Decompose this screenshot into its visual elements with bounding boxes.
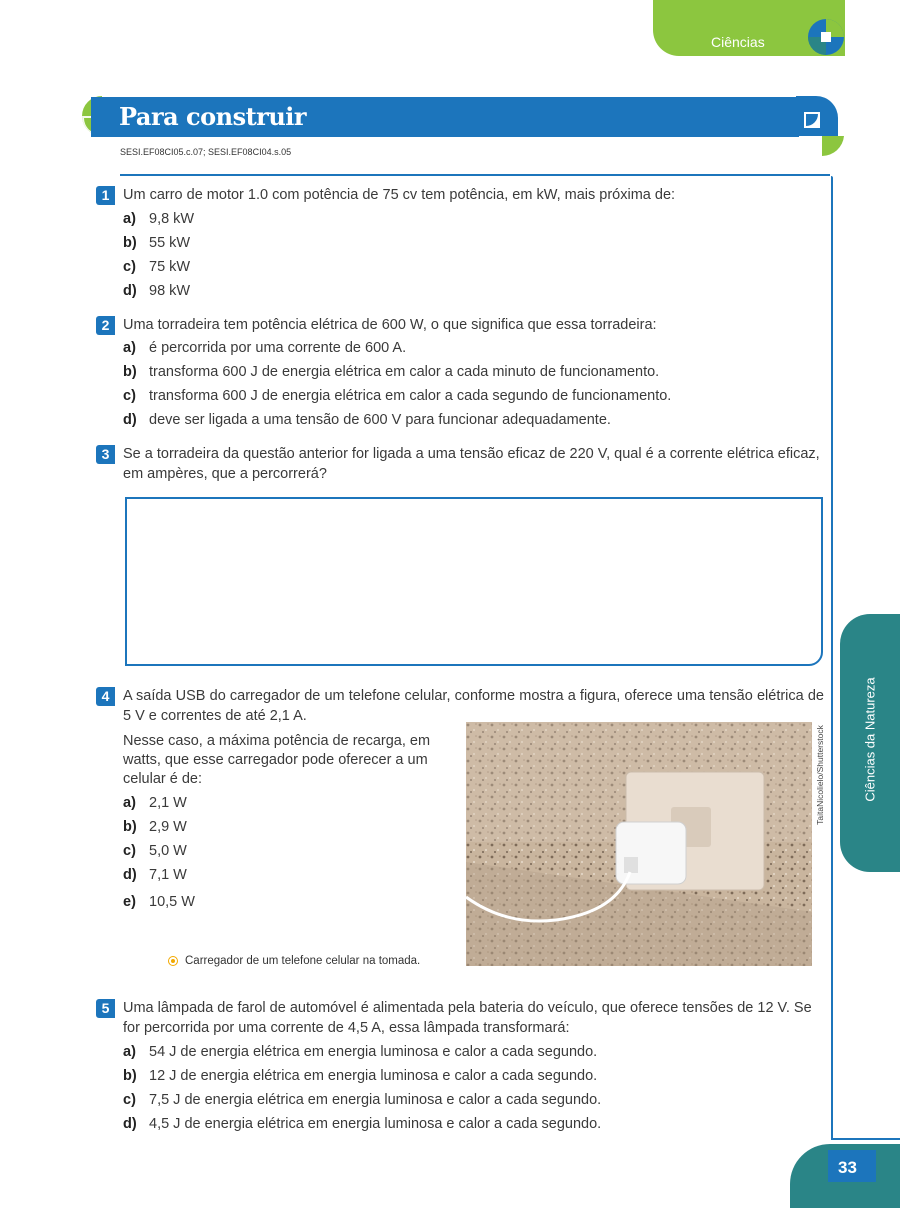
curriculum-codes: SESI.EF08CI05.c.07; SESI.EF08CI04.s.05 — [120, 147, 292, 157]
option-d[interactable]: d) 98 kW — [123, 283, 191, 299]
question-number: 3 — [96, 445, 115, 464]
page-number: 33 — [838, 1158, 857, 1177]
question-number: 4 — [96, 687, 115, 706]
image-credit: TaitaNicolielo/Shutterstock — [815, 725, 825, 825]
question-number: 2 — [96, 316, 115, 335]
question-number: 1 — [96, 186, 115, 205]
question-text: A saída USB do carregador de um telefone celular, conforme mostra a figura, oferece uma tensão elétrica de 5 V e correntes de até 2,1 A. — [123, 688, 824, 724]
question-2-options — [123, 336, 671, 432]
charger-photo — [466, 722, 812, 966]
option-d[interactable]: d) deve ser ligada a uma tensão de 600 V para funcionar adequadamente. — [123, 412, 611, 428]
question-2 — [96, 315, 824, 335]
option-d[interactable]: d) 7,1 W — [123, 867, 187, 883]
question-text: Uma torradeira tem potência elétrica de 600 W, o que significa que essa torradeira: — [123, 317, 657, 333]
question-text: Se a torradeira da questão anterior for ligada a uma tensão eficaz de 220 V, qual é a corrente elétrica eficaz, em ampères, que a percorrerá? — [123, 446, 820, 482]
question-4 — [96, 686, 824, 726]
image-caption: Carregador de um telefone celular na tomada. — [168, 955, 420, 967]
question-number: 5 — [96, 999, 115, 1018]
option-c[interactable]: c) 75 kW — [123, 259, 191, 275]
content-frame-right — [829, 176, 833, 1140]
question-1-options — [123, 207, 194, 303]
option-c[interactable]: c) transforma 600 J de energia elétrica em calor a cada segundo de funcionamento. — [123, 388, 672, 404]
option-a[interactable]: a) 2,1 W — [123, 795, 187, 811]
question-text: Uma lâmpada de farol de automóvel é alimentada pela bateria do veículo, que oferece tensões de 12 V. Se for percorrida por uma corrente de 4,5 A, essa lâmpada transformará: — [123, 1000, 812, 1036]
question-3 — [96, 444, 824, 484]
subject-tab-label: Ciências — [711, 34, 765, 50]
option-b[interactable]: b) transforma 600 J de energia elétrica em calor a cada minuto de funcionamento. — [123, 364, 660, 380]
option-c[interactable]: c) 7,5 J de energia elétrica em energia luminosa e calor a cada segundo. — [123, 1092, 602, 1108]
subject-side-tab-label: Ciências da Natureza — [862, 677, 878, 802]
option-a[interactable]: a) 9,8 kW — [123, 211, 195, 227]
question-5-options — [123, 1040, 601, 1136]
section-title: Para construir — [119, 102, 307, 131]
option-a[interactable]: a) é percorrida por uma corrente de 600 A. — [123, 340, 407, 356]
content-frame-top — [120, 174, 830, 176]
option-b[interactable]: b) 55 kW — [123, 235, 191, 251]
question-4-options — [123, 791, 195, 914]
content-frame-bottom — [833, 1138, 900, 1140]
question-1 — [96, 185, 824, 205]
option-e[interactable]: e) 10,5 W — [123, 894, 195, 910]
subject-side-tab — [840, 614, 900, 872]
question-text: Um carro de motor 1.0 com potência de 75 cv tem potência, em kW, mais próxima de: — [123, 187, 676, 203]
option-b[interactable]: b) 12 J de energia elétrica em energia luminosa e calor a cada segundo. — [123, 1068, 598, 1084]
question-5 — [96, 998, 824, 1038]
section-logo-icon — [807, 18, 845, 56]
caption-bullet-icon — [168, 956, 178, 966]
option-c[interactable]: c) 5,0 W — [123, 843, 187, 859]
option-d[interactable]: d) 4,5 J de energia elétrica em energia luminosa e calor a cada segundo. — [123, 1116, 602, 1132]
option-b[interactable]: b) 2,9 W — [123, 819, 187, 835]
option-a[interactable]: a) 54 J de energia elétrica em energia luminosa e calor a cada segundo. — [123, 1044, 598, 1060]
answer-box[interactable] — [125, 497, 823, 666]
question-4-subtext: Nesse caso, a máxima potência de recarga, em watts, que esse carregador pode oferecer a um celular é de: — [123, 733, 431, 787]
header-right-ornament-icon — [796, 96, 846, 156]
